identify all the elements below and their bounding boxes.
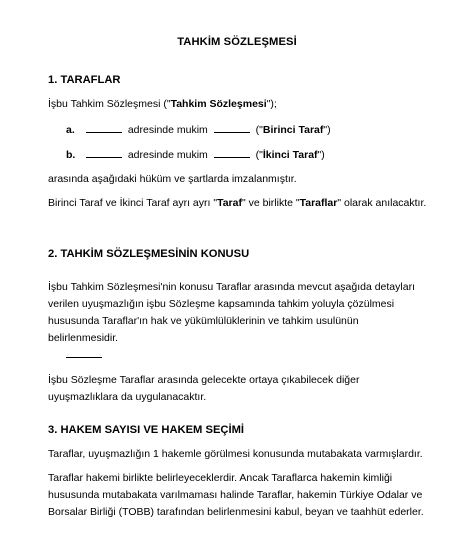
section-3-paragraph-1: Taraflar, uyuşmazlığın 1 hakemle görülmesi konusunda mutabakata varmışlardır. bbox=[48, 448, 423, 460]
parties-intro bbox=[48, 96, 428, 113]
party-b-mid-text: adresinde mukim bbox=[127, 149, 208, 161]
section-2-paragraph-1: İşbu Tahkim Sözleşmesi'nin konusu Taraflar arasında mevcut aşağıda detayları verilen uyuşmazlığın işbu Sözleşme kapsamında tahkim yoluyla çözülmesi hususunda Taraflar'ın hak ve yükümlülüklerinin ve tahkim usulünün belirlenmesidir. bbox=[48, 281, 415, 344]
intro-bold-text: Tahkim Sözleşmesi bbox=[170, 98, 267, 110]
section-2-paragraph-2: İşbu Sözleşme Taraflar arasında gelecekte ortaya çıkabilecek diğer uyuşmazlıklara da uygulanacaktır. bbox=[48, 374, 360, 403]
intro-text: İşbu Tahkim Sözleşmesi (" bbox=[48, 98, 171, 110]
party-a-defined-term: Birinci Taraf bbox=[262, 124, 324, 136]
party-b-address-blank[interactable] bbox=[214, 148, 250, 158]
def-term-taraflar: Taraflar bbox=[299, 197, 338, 209]
def-term-taraf: Taraf bbox=[217, 197, 242, 209]
party-b-defined-term: İkinci Taraf bbox=[262, 149, 318, 161]
party-b-name-blank[interactable] bbox=[86, 148, 122, 158]
party-a-label: a. bbox=[66, 124, 75, 136]
party-a-row bbox=[66, 123, 331, 136]
def-text-2: " ve birlikte " bbox=[241, 197, 300, 209]
def-text-1: Birinci Taraf ve İkinci Taraf ayrı ayrı " bbox=[48, 197, 218, 209]
dispute-details-blank[interactable] bbox=[66, 357, 102, 358]
document-title: TAHKİM SÖZLEŞMESİ bbox=[177, 36, 297, 48]
party-a-mid-text: adresinde mukim bbox=[127, 124, 208, 136]
party-b-row bbox=[66, 148, 325, 161]
party-a-address-blank[interactable] bbox=[214, 123, 250, 133]
def-text-3: " olarak anılacaktır. bbox=[337, 197, 427, 209]
party-b-label: b. bbox=[66, 149, 76, 161]
parties-between-text: arasında aşağıdaki hüküm ve şartlarda imzalanmıştır. bbox=[48, 173, 297, 185]
party-a-open-quote: (" bbox=[255, 124, 263, 136]
section-3-paragraph-2: Taraflar hakemi birlikte belirleyeceklerdir. Ancak Taraflarca hakemin kimliği hususunda mutabakata varılmaması halinde Taraflar, hakemin Türkiye Odalar ve Borsalar Birliği (TOBB) tarafından belirlenmesini kabul, beyan ve taahhüt ederler. bbox=[48, 472, 424, 518]
section-2-heading: 2. TAHKİM SÖZLEŞMESİNİN KONUSU bbox=[48, 248, 250, 260]
party-b-close-quote: ") bbox=[317, 149, 325, 161]
parties-definition bbox=[48, 195, 428, 212]
party-b-open-quote: (" bbox=[255, 149, 263, 161]
section-3-heading: 3. HAKEM SAYISI VE HAKEM SEÇİMİ bbox=[48, 424, 245, 436]
intro-end-text: "); bbox=[266, 98, 277, 110]
section-1-heading: 1. TARAFLAR bbox=[48, 74, 121, 86]
party-a-name-blank[interactable] bbox=[86, 123, 122, 133]
party-a-close-quote: ") bbox=[323, 124, 331, 136]
